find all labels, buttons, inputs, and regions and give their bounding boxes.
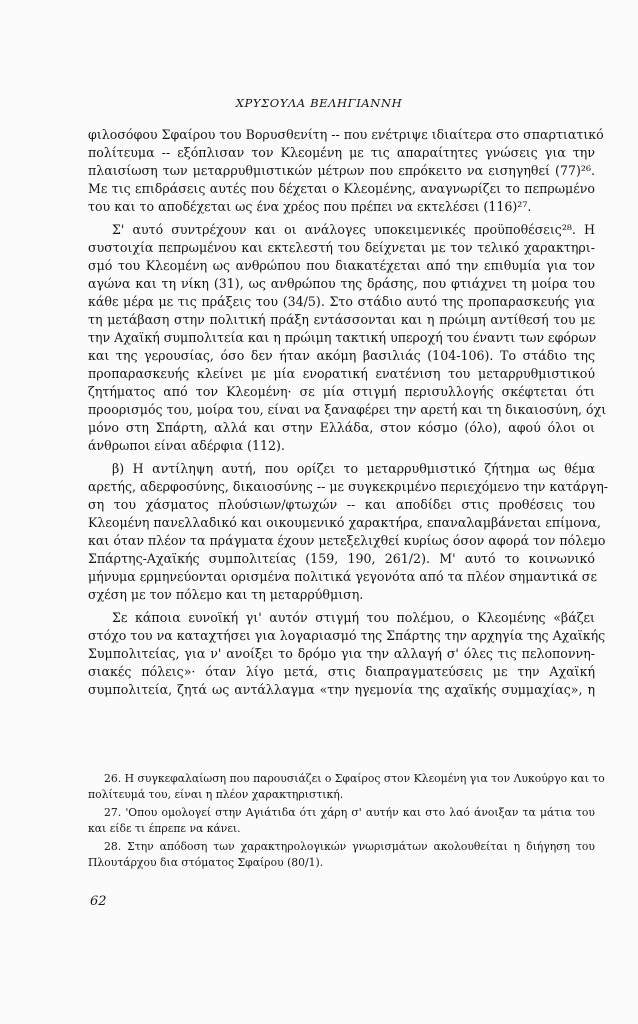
body-line: Συμπολιτείας, για ν' ανοίξει το δρόμο για την αλλαγή σ' όλες τις πελοποννη- [88, 646, 595, 661]
body-line: Κλεομένη πανελλαδικό και οικουμενικό χαρακτήρα, επαναλαμβάνεται επίμονα, [88, 515, 602, 530]
body-line: άνθρωποι είναι αδέρφια (112). [88, 438, 285, 453]
body-line: και της γερουσίας, όσο δεν ήταν ακόμη βασιλιάς (104-106). Το στάδιο της [88, 348, 595, 363]
footnote-line: 27. 'Οπου ομολογεί στην Αγιάτιδα ότι χάρη σ' αυτήν και στο λαό άνοιξαν τα μάτια του [104, 806, 595, 819]
body-line: ση του χάσματος πλούσιων/φτωχών -- και αποδίδει στις προθέσεις του [88, 497, 595, 512]
body-line: μήνυμα ερμηνεύονται ορισμένα πολιτικά γεγονότα από τα πλέον σημαντικά σε [88, 569, 597, 584]
body-line: την Αχαϊκή συμπολιτεία και η πρώιμη τακτική υπεροχή του έναντι των εφόρων [88, 330, 597, 345]
body-line: Σε κάποια ευνοϊκή γι' αυτόν στιγμή του πολέμου, ο Κλεομένης «βάζει [112, 610, 595, 625]
body-line: σιακές πόλεις»· όταν λίγο μετά, στις διαπραγματεύσεις με την Αχαϊκή [88, 664, 595, 679]
footnote-line: 26. Η συγκεφαλαίωση που παρουσιάζει ο Σφαίρος στον Κλεομένη για τον Λυκούργο και το [104, 772, 605, 785]
running-header: ΧΡΥΣΟΥΛΑ ΒΕΛΗΓΙΑΝΝΗ [235, 96, 403, 110]
body-line: Σπάρτης-Αχαϊκής συμπολιτείας (159, 190, 261/2). Μ' αυτό το κοινωνικό [88, 551, 595, 566]
body-line: και όταν πλέον τα πράγματα έχουν μετεξελιχθεί κυρίως όσον αφορά τον πόλεμο [88, 533, 606, 548]
page-number: 62 [90, 894, 107, 909]
footnote-line: Πλουτάρχου δια στόματος Σφαίρου (80/1). [88, 856, 324, 869]
footnote-line: 28. Στην απόδοση των χαρακτηρολογικών γνωρισμάτων ακολουθείται η διήγηση του [104, 840, 595, 853]
body-line: κάθε μέρα με τις πράξεις του (34/5). Στο στάδιο αυτό της προπαρασκευής για [88, 294, 595, 309]
footnote-line: και είδε τι έπρεπε να κάνει. [88, 822, 241, 835]
body-line: πολίτευμα -- εξόπλισαν τον Κλεομένη με τις απαραίτητες γνώσεις για την [88, 145, 595, 160]
body-line: ζητήματος από τον Κλεομένη· σε μία στιγμή περισυλλογής σκέφτεται ότι [88, 384, 595, 399]
body-line: στόχο του να καταχτήσει για λογαριασμό της Σπάρτης την αρχηγία της Αχαϊκής [88, 628, 606, 643]
body-line: αρετής, αδερφοσύνης, δικαιοσύνης -- με συγκεκριμένο περιεχόμενο την κατάργη- [88, 479, 609, 494]
body-line: τη μετάβαση στην πολιτική πράξη εντάσσονται και η πρώιμη αντίθεσή του με [88, 312, 595, 327]
body-line: συμπολιτεία, ζητά ως αντάλλαγμα «την ηγεμονία της αχαϊκής συμμαχίας», η [88, 682, 595, 697]
footnote-line: πολίτευμά του, είναι η πλέον χαρακτηριστική. [88, 788, 344, 801]
body-line: Σ' αυτό συντρέχουν και οι ανάλογες υποκειμενικές προϋποθέσεις²⁸. Η [112, 222, 595, 237]
body-line: Με τις επιδράσεις αυτές που δέχεται ο Κλεομένης, αναγνωρίζει το πεπρωμένο [88, 181, 595, 196]
body-line: β) Η αντίληψη αυτή, που ορίζει το μεταρρυθμιστικό ζήτημα ως θέμα [112, 461, 595, 476]
body-line: σχέση με τον πόλεμο και τη μεταρρύθμιση. [88, 587, 364, 602]
body-line: προπαρασκευής κλείνει με μία ενορατική ενατένιση του μεταρρυθμιστικού [88, 366, 595, 381]
body-line: σμό του Κλεομένη ως ανθρώπου που διακατέχεται από την επιθυμία για τον [88, 258, 595, 273]
body-line: του και το αποδέχεται ως ένα χρέος που πρέπει να εκτελέσει (116)²⁷. [88, 199, 532, 214]
body-line: φιλοσόφου Σφαίρου του Βορυσθενίτη -- που ενέτριψε ιδιαίτερα στο σπαρτιατικό [88, 127, 604, 142]
body-line: μόνο στη Σπάρτη, αλλά και στην Ελλάδα, στον κόσμο (όλο), αφού όλοι οι [88, 420, 595, 435]
body-line: πλαισίωση των μεταρρυθμιστικών μέτρων που επρόκειτο να εισηγηθεί (77)²⁶. [88, 163, 595, 178]
body-line: προορισμός του, μοίρα του, είναι να ξαναφέρει την αρετή και τη δικαιοσύνη, όχι [88, 402, 607, 417]
body-line: συστοιχία πεπρωμένου και εκτελεστή του δείχνεται με τον τελικό χαρακτηρι- [88, 240, 595, 255]
body-line: αγώνα και τη νίκη (31), ως ανθρώπου της δράσης, που φτιάχνει τη μοίρα του [88, 276, 595, 291]
